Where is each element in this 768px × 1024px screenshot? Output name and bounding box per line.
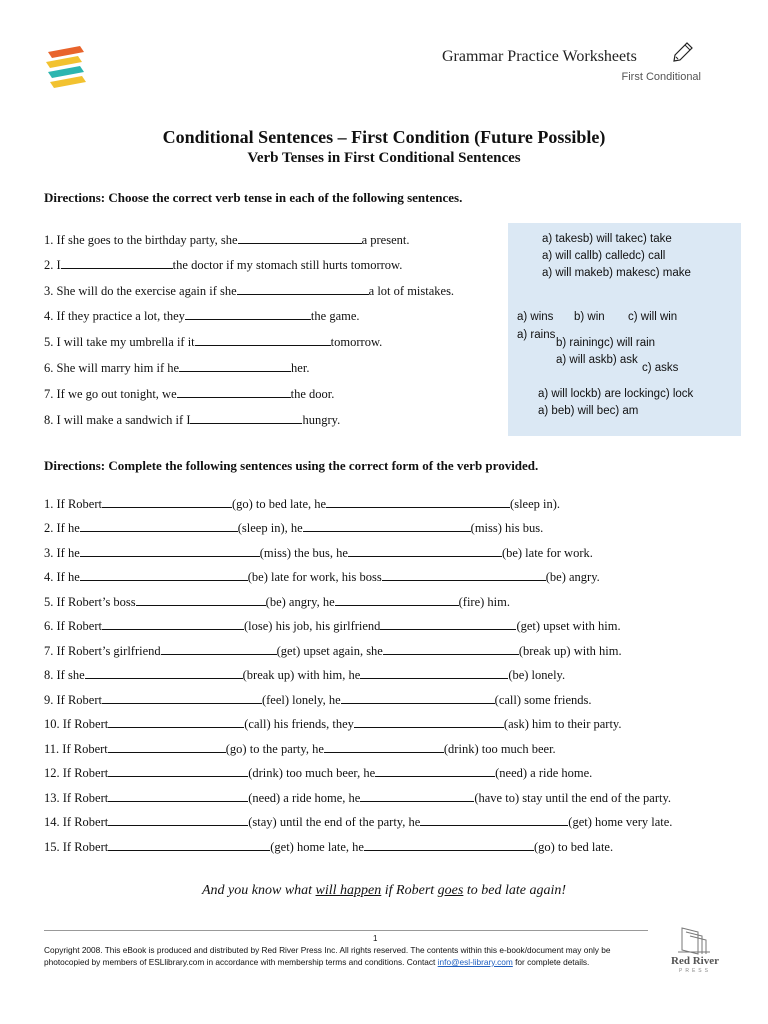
completion-question: 10. If Robert (call) his friends, they (ask) him to their party. [44, 717, 622, 731]
answer-blank[interactable] [326, 496, 510, 508]
header-subtitle: First Conditional [621, 71, 701, 83]
choice-question: 4. If they practice a lot, they the game. [44, 309, 360, 323]
option-text: c) will win [628, 311, 678, 323]
option-text: b) rainingc) will rain [556, 337, 656, 349]
answer-blank[interactable] [80, 545, 260, 557]
publisher-sub: PRESS [679, 968, 711, 974]
option-text: a) takesb) will takec) take [542, 233, 672, 245]
answer-blank[interactable] [237, 283, 369, 295]
option-text: b) win [574, 311, 605, 323]
completion-question: 11. If Robert (go) to the party, he (drink) too much beer. [44, 742, 556, 756]
answer-blank[interactable] [61, 257, 173, 269]
answer-blank[interactable] [238, 232, 362, 244]
answer-blank[interactable] [161, 643, 277, 655]
closing-line: And you know what will happen if Robert goes to bed late again! [202, 883, 566, 898]
answer-blank[interactable] [360, 790, 474, 802]
completion-question: 9. If Robert (feel) lonely, he (call) some friends. [44, 693, 592, 707]
answer-blank[interactable] [108, 716, 244, 728]
answer-blank[interactable] [136, 594, 266, 606]
answer-blank[interactable] [108, 814, 248, 826]
answer-blank[interactable] [335, 594, 459, 606]
completion-question: 8. If she (break up) with him, he (be) lonely. [44, 668, 566, 682]
answer-blank[interactable] [380, 618, 516, 630]
answer-blank[interactable] [177, 386, 291, 398]
choice-question: 5. I will take my umbrella if it tomorrow. [44, 335, 383, 349]
completion-question: 4. If he (be) late for work, his boss (be) angry. [44, 570, 600, 584]
answer-blank[interactable] [348, 545, 502, 557]
section1-directions: Directions: Choose the correct verb tense in each of the following sentences. [44, 190, 463, 205]
choice-question: 1. If she goes to the birthday party, she a present. [44, 233, 410, 247]
completion-question: 1. If Robert (go) to bed late, he (sleep in). [44, 497, 561, 511]
choice-question: 7. If we go out tonight, we the door. [44, 387, 335, 401]
choice-question: 3. She will do the exercise again if she a lot of mistakes. [44, 284, 455, 298]
page-number: 1 [373, 934, 378, 943]
worksheet-subtitle: Verb Tenses in First Conditional Sentences [247, 150, 521, 166]
answer-blank[interactable] [364, 839, 534, 851]
copyright-notice: Copyright 2008. This eBook is produced and distributed by Red River Press Inc. All rights reserved. The contents within this e-book/document may only be photocopied by members of ESLlibrary.com in accordance with membership terms and conditions. Contact info@esl-library.com for complete details. [44, 945, 611, 967]
completion-question: 5. If Robert’s boss (be) angry, he (fire) him. [44, 595, 510, 609]
option-text: a) will lockb) are lockingc) lock [538, 388, 694, 400]
answer-blank[interactable] [108, 839, 270, 851]
answer-blank[interactable] [354, 716, 504, 728]
completion-question: 2. If he (sleep in), he (miss) his bus. [44, 521, 544, 535]
option-text: a) rains [517, 329, 556, 341]
option-text: a) will callb) calledc) call [542, 250, 666, 262]
answer-blank[interactable] [108, 741, 226, 753]
completion-question: 12. If Robert (drink) too much beer, he (need) a ride home. [44, 766, 593, 780]
completion-question: 6. If Robert (lose) his job, his girlfriend (get) upset with him. [44, 619, 621, 633]
completion-question: 14. If Robert (stay) until the end of the party, he (get) home very late. [44, 815, 673, 829]
option-text: a) beb) will bec) am [538, 405, 639, 417]
publisher-name: Red River [671, 955, 719, 967]
worksheet-stack-logo-icon [44, 44, 88, 90]
answer-blank[interactable] [382, 569, 546, 581]
answer-blank[interactable] [341, 692, 495, 704]
completion-question: 7. If Robert’s girlfriend (get) upset again, she (break up) with him. [44, 644, 622, 658]
answer-blank[interactable] [102, 618, 244, 630]
answer-blank[interactable] [303, 520, 471, 532]
contact-email-link[interactable]: info@esl-library.com [437, 957, 513, 967]
option-text: c) asks [642, 362, 679, 374]
choice-question: 6. She will marry him if he her. [44, 361, 310, 375]
answer-blank[interactable] [420, 814, 568, 826]
answer-blank[interactable] [185, 308, 311, 320]
header-title: Grammar Practice Worksheets [442, 48, 637, 65]
option-text: a) will askb) ask [556, 354, 638, 366]
option-text: a) wins [517, 311, 554, 323]
answer-blank[interactable] [190, 412, 302, 424]
answer-blank[interactable] [108, 790, 248, 802]
option-text: a) will makeb) makesc) make [542, 267, 691, 279]
answer-blank[interactable] [102, 496, 232, 508]
completion-question: 13. If Robert (need) a ride home, he (have to) stay until the end of the party. [44, 791, 672, 805]
answer-blank[interactable] [383, 643, 519, 655]
answer-blank[interactable] [324, 741, 444, 753]
footer-divider [44, 930, 648, 931]
answer-blank[interactable] [80, 569, 248, 581]
completion-question: 15. If Robert (get) home late, he (go) to bed late. [44, 840, 614, 854]
completion-question: 3. If he (miss) the bus, he (be) late for work. [44, 546, 593, 560]
answer-blank[interactable] [85, 667, 243, 679]
choice-question: 8. I will make a sandwich if I hungry. [44, 413, 341, 427]
choice-question: 2. I the doctor if my stomach still hurts tomorrow. [44, 258, 403, 272]
section2-directions: Directions: Complete the following sentences using the correct form of the verb provided. [44, 458, 539, 473]
worksheet-title: Conditional Sentences – First Condition (Future Possible) [162, 127, 606, 147]
answer-options-box [508, 223, 741, 436]
pencil-icon [672, 40, 696, 62]
answer-blank[interactable] [179, 360, 291, 372]
answer-blank[interactable] [108, 765, 248, 777]
answer-blank[interactable] [80, 520, 238, 532]
answer-blank[interactable] [360, 667, 508, 679]
answer-blank[interactable] [375, 765, 495, 777]
answer-blank[interactable] [102, 692, 262, 704]
answer-blank[interactable] [195, 334, 331, 346]
